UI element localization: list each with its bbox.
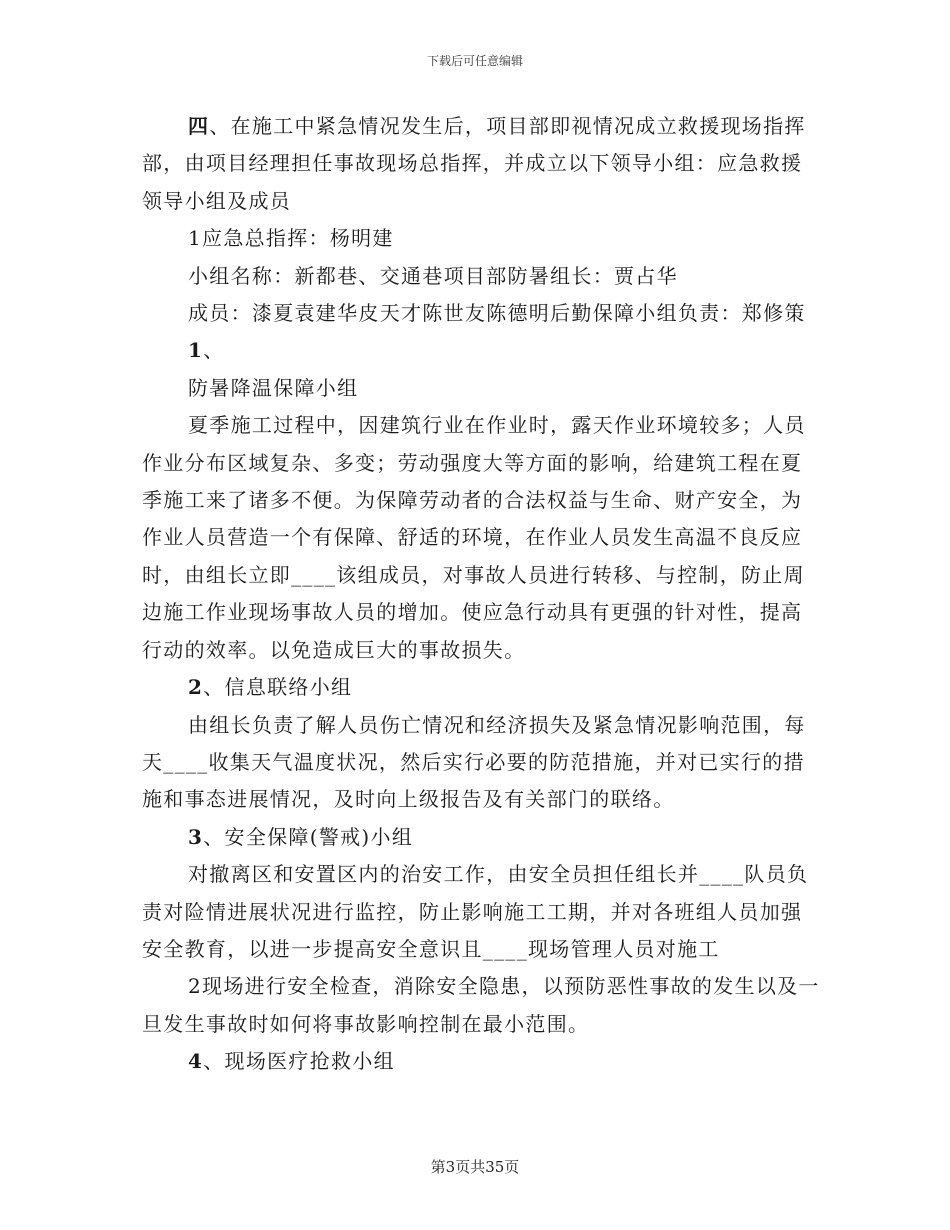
section-title-heat-protection bbox=[142, 370, 822, 407]
section-number: 2 bbox=[188, 675, 204, 700]
paragraph-text: 、现场医疗抢救小组 bbox=[203, 1049, 395, 1074]
page-number: 第3页共35页 bbox=[430, 1158, 520, 1176]
section-heading-3 bbox=[142, 819, 822, 856]
paragraph-text: 成员：漆夏袁建华皮天才陈世友陈德明后勤保障小组负责：郑修策 bbox=[188, 301, 806, 326]
paragraph-members bbox=[142, 295, 822, 332]
document-body bbox=[142, 108, 822, 1081]
paragraph-text: 、安全保障(警戒)小组 bbox=[203, 824, 414, 849]
paragraph-group-name bbox=[142, 258, 822, 295]
section-heading-4 bbox=[142, 1043, 822, 1080]
section-number: 3 bbox=[188, 824, 204, 849]
paragraph-text: 、信息联络小组 bbox=[203, 675, 353, 700]
page-header-note: 下载后可任意编辑 bbox=[426, 54, 523, 68]
paragraph-text: 防暑降温保障小组 bbox=[188, 375, 359, 400]
paragraph-text: 小组名称：新都巷、交通巷项目部防暑组长：贾占华 bbox=[188, 263, 678, 288]
paragraph-text: 、在施工中紧急情况发生后，项目部即视情况成立救援现场指挥部，由项目经理担任事故现场总指挥，并成立以下领导小组：应急救援领导小组及成员 bbox=[142, 114, 806, 213]
paragraph-text: 2现场进行安全检查，消除安全隐患，以预防恶性事故的发生以及一旦发生事故时如何将事故影响控制在最小范围。 bbox=[142, 974, 820, 1036]
paragraph-summer-construction bbox=[142, 407, 822, 669]
section-heading-1 bbox=[142, 332, 822, 369]
paragraph-safety-check bbox=[142, 968, 822, 1043]
paragraph-security bbox=[142, 856, 822, 968]
paragraph-commander bbox=[142, 220, 822, 257]
paragraph-lead: 四 bbox=[188, 114, 210, 138]
paragraph-text: 由组长负责了解人员伤亡情况和经济损失及紧急情况影响范围，每天____收集天气温度状况，然后实行必要的防范措施，并对已实行的措施和事态进展情况，及时向上级报告及有关部门的联络。 bbox=[142, 712, 806, 812]
section-number: 1 bbox=[188, 338, 204, 363]
paragraph-text: 、 bbox=[203, 338, 225, 363]
paragraph-text: 对撤离区和安置区内的治安工作，由安全员担任组长并____队员负责对险情进展状况进行监控，防止影响施工工期，并对各班组人员加强安全教育，以进一步提高安全意识且____现场管理人员对施工 bbox=[142, 862, 809, 961]
section-number: 4 bbox=[188, 1049, 204, 1074]
paragraph-info-liaison bbox=[142, 707, 822, 819]
section-heading-2 bbox=[142, 669, 822, 706]
paragraph-emergency-command bbox=[142, 108, 822, 220]
paragraph-text: 1应急总指挥：杨明建 bbox=[188, 226, 394, 251]
paragraph-text: 夏季施工过程中，因建筑行业在作业时，露天作业环境较多；人员作业分布区域复杂、多变；劳动强度大等方面的影响，给建筑工程在夏季施工来了诸多不便。为保障劳动者的合法权益与生命、财产安全，为作业人员营造一个有保障、舒适的环境，在作业人员发生高温不良反应时，由组长立即____该组成员，对事故人员进行转移、与控制，防止周边施工作业现场事故人员的增加。使应急行动具有更强的针对性，提高行动的效率。以免造成巨大的事故损失。 bbox=[142, 413, 806, 662]
